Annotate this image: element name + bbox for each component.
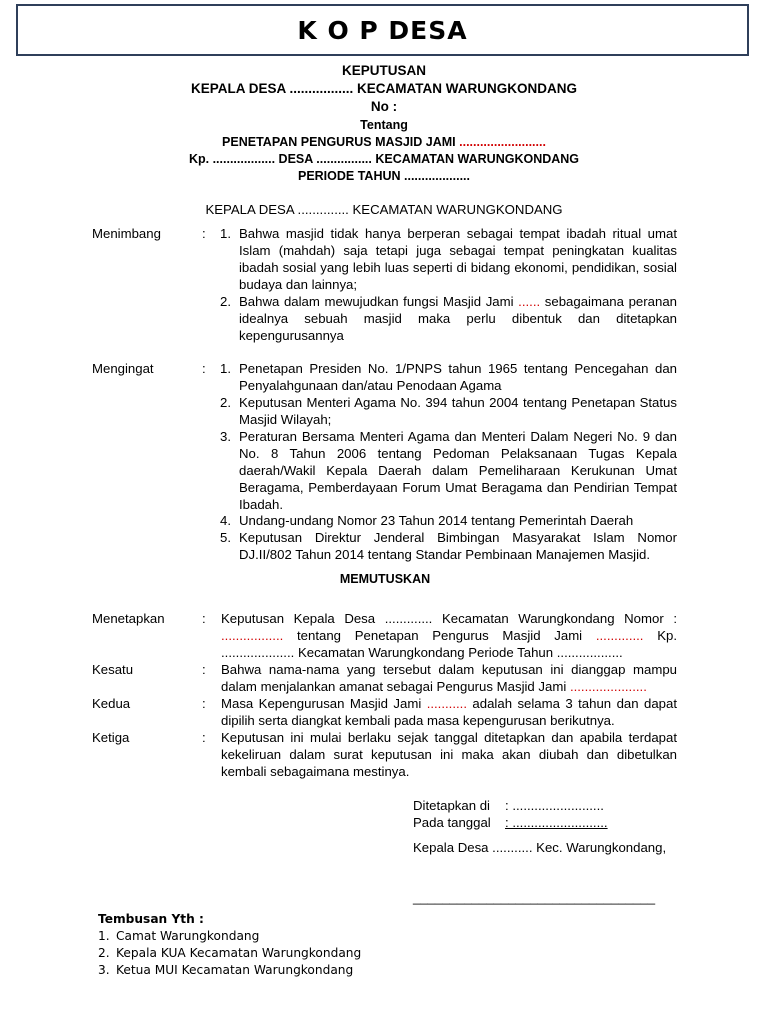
doc-title: KEPUTUSAN — [341, 63, 426, 78]
tembusan-item — [98, 928, 259, 945]
menimbang-section — [92, 225, 677, 345]
placeholder-dots: ........... — [426, 696, 467, 711]
kesatu-label: Kesatu — [92, 662, 134, 677]
colon: : — [202, 361, 206, 376]
placeholder-dots: ..................... — [569, 679, 647, 694]
colon: : — [202, 611, 206, 626]
signature-line: _________________________________ — [413, 890, 656, 905]
menetapkan-text — [221, 610, 677, 661]
tembusan-item — [98, 962, 353, 979]
list-number: 2. — [220, 395, 231, 410]
list-item: Penetapan Presiden No. 1/PNPS tahun 1965 tentang Pencegahan dan Penyalahgunaan dan/atau Penodaan Agama — [239, 361, 677, 393]
list-item: Undang-undang Nomor 23 Tahun 2014 tentang Pemerintah Daerah — [239, 513, 634, 528]
doc-number: No : — [370, 99, 398, 114]
item-text: sebagaimana peranan idealnya sebuah masjid maka perlu dibentuk dan ditetapkan kepengurusannya — [239, 294, 677, 343]
kedua-label: Kedua — [92, 696, 131, 711]
ditetapkan-row — [413, 797, 604, 814]
memutuskan-heading — [0, 571, 768, 588]
text-part: Keputusan Kepala Desa ............. Kecamatan Warungkondang Nomor : — [221, 611, 677, 626]
placeholder-dots: ......................... — [459, 135, 546, 149]
kedua-text — [221, 695, 677, 729]
penetapan-line — [0, 134, 768, 151]
tanggal-value: : .......................... — [505, 815, 608, 830]
mengingat-section — [92, 360, 677, 565]
text-part: adalah selama 3 tahun dan dapat dipilih serta diangkat kembali pada masa kepengurusan berikutnya. — [221, 696, 677, 728]
letterhead-title: K O P DESA — [297, 15, 468, 45]
menimbang-label: Menimbang — [92, 226, 161, 241]
tembusan-text: Kepala KUA Kecamatan Warungkondang — [116, 946, 362, 960]
memutuskan-text: MEMUTUSKAN — [339, 572, 431, 586]
item-text: Bahwa dalam mewujudkan fungsi Masjid Jami — [239, 294, 519, 309]
list-number: 4. — [220, 513, 231, 528]
list-number: 1. — [220, 226, 231, 241]
kesatu-text — [221, 661, 677, 695]
kp-line: Kp. .................. DESA ................ KECAMATAN WARUNGKONDANG — [188, 152, 580, 166]
tembusan-number: 1. — [98, 929, 110, 943]
list-item: Keputusan Direktur Jenderal Bimbingan Masyarakat Islam Nomor DJ.II/802 Tahun 2014 tentang Standar Pembinaan Manajemen Masjid. — [239, 530, 677, 562]
tembusan-item — [98, 945, 361, 962]
kedua-section — [92, 695, 677, 729]
placeholder-dots: ................. — [221, 628, 284, 643]
text-part: Kp. .................... Kecamatan Warungkondang Periode Tahun .................. — [221, 628, 678, 660]
menetapkan-label: Menetapkan — [92, 611, 165, 626]
ketiga-text: Keputusan ini mulai berlaku sejak tanggal ditetapkan dan apabila terdapat kekeliruan dalam surat keputusan ini maka akan diubah dan dibetulkan kembali sebagaimana mestinya. — [221, 730, 677, 779]
colon: : — [202, 226, 206, 241]
ketiga-section — [92, 729, 677, 781]
ketiga-label: Ketiga — [92, 730, 130, 745]
tembusan-number: 2. — [98, 946, 110, 960]
tembusan-title: Tembusan Yth : — [98, 912, 204, 926]
mengingat-label: Mengingat — [92, 361, 154, 376]
kepala-desa-signature: Kepala Desa ........... Kec. Warungkondang, — [413, 840, 667, 855]
tanggal-label: Pada tanggal — [413, 815, 491, 830]
periode-line: PERIODE TAHUN ................... — [297, 169, 470, 183]
list-item: Peraturan Bersama Menteri Agama dan Menteri Dalam Negeri No. 9 dan No. 8 Tahun 2006 tentang Pedoman Pelaksanaan Tugas Kepala daerah/Wakil Kepala Daerah dalam Pemeliharaan Kerukunan Umat Beragama, Pemberdayaan Forum Umat Beragama dan Pendirian Tempat Ibadah. — [239, 429, 677, 512]
tanggal-row — [413, 814, 608, 831]
list-item: Bahwa masjid tidak hanya berperan sebagai tempat ibadah ritual umat Islam (mahdah) saja tetapi juga sebagai tempat peningkatan kualitas ibadah sosial yang lebih luas seperti di bidang ekonomi, pendidikan, sosial budaya dan lainnya; — [239, 226, 677, 292]
placeholder-dots: ...... — [518, 294, 541, 309]
doc-subtitle: KEPALA DESA ................. KECAMATAN WARUNGKONDANG — [190, 81, 577, 96]
list-number: 1. — [220, 361, 231, 376]
list-item: Keputusan Menteri Agama No. 394 tahun 2004 tentang Penetapan Status Masjid Wilayah; — [239, 395, 677, 427]
ditetapkan-label: Ditetapkan di — [413, 798, 490, 813]
text-part: Masa Kepengurusan Masjid Jami — [221, 696, 427, 711]
letterhead-box — [16, 4, 749, 56]
list-number: 3. — [220, 429, 231, 444]
kepala-desa-heading: KEPALA DESA .............. KECAMATAN WARUNGKONDANG — [205, 202, 563, 217]
text-part: tentang Penetapan Pengurus Masjid Jami — [283, 628, 596, 643]
list-item — [239, 293, 677, 344]
colon: : — [202, 730, 206, 745]
tembusan-text: Ketua MUI Kecamatan Warungkondang — [116, 963, 354, 977]
list-number: 5. — [220, 530, 231, 545]
penetapan-text: PENETAPAN PENGURUS MASJID JAMI — [222, 135, 460, 149]
menetapkan-section — [92, 610, 677, 662]
list-number: 2. — [220, 294, 231, 309]
colon: : — [202, 662, 206, 677]
kesatu-section — [92, 661, 677, 695]
ditetapkan-value: : ......................... — [505, 798, 604, 813]
tembusan-text: Camat Warungkondang — [116, 929, 260, 943]
text-part: Bahwa nama-nama yang tersebut dalam keputusan ini dianggap mampu dalam menjalankan amanat sebagai Pengurus Masjid Jami — [221, 662, 677, 694]
tentang-label: Tentang — [360, 118, 408, 132]
placeholder-dots: ............. — [595, 628, 644, 643]
tembusan-number: 3. — [98, 963, 110, 977]
colon: : — [202, 696, 206, 711]
